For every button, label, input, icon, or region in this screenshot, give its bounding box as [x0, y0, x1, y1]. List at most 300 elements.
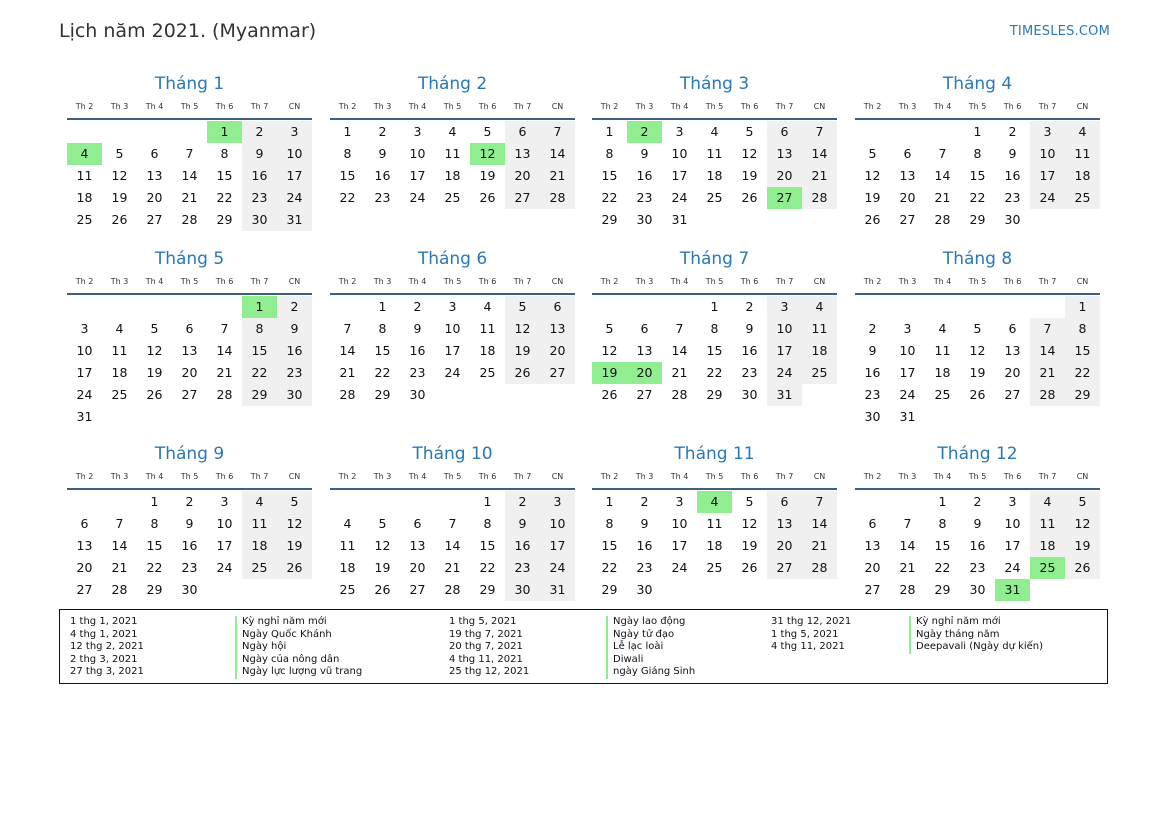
- calendar-day: 26: [277, 557, 312, 579]
- legend-entry: 31 thg 12, 2021: [771, 616, 852, 627]
- page-title: Lịch năm 2021. (Myanmar): [59, 20, 317, 42]
- weekday-label: Th 6: [740, 277, 759, 286]
- weekday-label: Th 7: [513, 102, 532, 111]
- day-empty: [207, 296, 242, 318]
- calendar-day: 11: [1030, 513, 1065, 535]
- legend-entry: Ngày Quốc Khánh: [235, 629, 362, 642]
- calendar-day: 12: [374, 538, 391, 553]
- calendar-day: 20: [864, 560, 881, 575]
- calendar-day: 5: [868, 146, 877, 161]
- calendar-day: 26: [864, 212, 881, 227]
- calendar-day: 8: [378, 321, 387, 336]
- calendar-day: 23: [374, 190, 391, 205]
- calendar-day: 19: [741, 538, 758, 553]
- calendar-day: 22: [969, 190, 986, 205]
- calendar-day: 2: [277, 296, 312, 318]
- weekday-header: [330, 271, 575, 295]
- calendar-day: 22: [706, 365, 723, 380]
- day-empty: [137, 121, 172, 143]
- day-empty: [137, 296, 172, 318]
- calendar-day: 6: [868, 516, 877, 531]
- calendar-day: 23: [505, 557, 540, 579]
- calendar-day: 29: [216, 212, 233, 227]
- calendar-day: 24: [1030, 187, 1065, 209]
- calendar-day: 12: [146, 343, 163, 358]
- calendar-day: 7: [903, 516, 912, 531]
- calendar-day: 27: [409, 582, 426, 597]
- calendar-day: 29: [601, 212, 618, 227]
- calendar-day: 3: [540, 491, 575, 513]
- weekday-label: Th 4: [933, 277, 952, 286]
- brand-link[interactable]: TIMESLES.COM: [1009, 24, 1110, 39]
- holiday-day: 19: [592, 362, 627, 384]
- calendar-day: 7: [115, 516, 124, 531]
- holiday-day: 27: [767, 187, 802, 209]
- calendar-day: 18: [706, 538, 723, 553]
- weekday-label: Th 4: [408, 472, 427, 481]
- calendar-day: 9: [640, 146, 649, 161]
- calendar-day: 2: [640, 494, 649, 509]
- calendar-day: 26: [601, 387, 618, 402]
- calendar-day: 9: [242, 143, 277, 165]
- calendar-day: 10: [1030, 143, 1065, 165]
- calendar-day: 3: [675, 124, 684, 139]
- calendar-day: 7: [802, 121, 837, 143]
- calendar-day: 31: [899, 409, 916, 424]
- day-empty: [400, 491, 435, 513]
- calendar-day: 13: [767, 513, 802, 535]
- calendar-day: 17: [671, 168, 688, 183]
- weekday-header: [855, 96, 1100, 120]
- legend-entry: Ngày lao động: [606, 616, 695, 629]
- calendar-day: 27: [505, 187, 540, 209]
- day-empty: [662, 296, 697, 318]
- weekday-label: Th 2: [600, 102, 619, 111]
- calendar-day: 24: [1004, 560, 1021, 575]
- day-empty: [592, 296, 627, 318]
- calendar-day: 1: [378, 299, 387, 314]
- holiday-day: 1: [242, 296, 277, 318]
- weekday-header: [67, 466, 312, 490]
- calendar-day: 14: [444, 538, 461, 553]
- calendar-day: 10: [76, 343, 93, 358]
- calendar-day: 25: [706, 560, 723, 575]
- weekday-label: CN: [288, 472, 301, 481]
- calendar-day: 8: [150, 516, 159, 531]
- calendar-day: 3: [767, 296, 802, 318]
- calendar-day: 24: [277, 187, 312, 209]
- month-name: Tháng 2: [417, 74, 488, 94]
- calendar-day: 22: [601, 190, 618, 205]
- legend-entry: Kỳ nghỉ năm mới: [909, 616, 1043, 629]
- calendar-day: 30: [864, 409, 881, 424]
- weekday-label: Th 7: [513, 472, 532, 481]
- weekday-label: Th 6: [215, 277, 234, 286]
- calendar-day: 16: [242, 165, 277, 187]
- calendar-day: 13: [1004, 343, 1021, 358]
- day-grid: [855, 296, 1100, 428]
- calendar-day: 18: [444, 168, 461, 183]
- calendar-day: 1: [343, 124, 352, 139]
- legend-names-2: [606, 616, 695, 679]
- weekday-label: Th 7: [775, 472, 794, 481]
- legend-entry: 27 thg 3, 2021: [70, 666, 144, 678]
- calendar-day: 30: [636, 212, 653, 227]
- calendar-day: 2: [378, 124, 387, 139]
- day-grid: [330, 296, 575, 406]
- calendar-day: 6: [767, 121, 802, 143]
- legend-entry: 19 thg 7, 2021: [449, 628, 523, 640]
- calendar-day: 13: [409, 538, 426, 553]
- weekday-label: Th 5: [968, 102, 987, 111]
- month-calendar: [67, 247, 312, 428]
- weekday-label: Th 2: [75, 102, 94, 111]
- calendar-day: 28: [1030, 384, 1065, 406]
- month-calendar: [330, 72, 575, 209]
- day-grid: [592, 296, 837, 406]
- weekday-label: Th 5: [705, 102, 724, 111]
- weekday-header: [67, 96, 312, 120]
- calendar-day: 26: [479, 190, 496, 205]
- calendar-day: 3: [220, 494, 229, 509]
- calendar-day: 23: [864, 387, 881, 402]
- weekday-label: Th 4: [670, 102, 689, 111]
- calendar-day: 31: [277, 209, 312, 231]
- calendar-day: 3: [448, 299, 457, 314]
- calendar-day: 6: [540, 296, 575, 318]
- calendar-day: 19: [479, 168, 496, 183]
- weekday-header: [592, 271, 837, 295]
- weekday-label: Th 2: [600, 472, 619, 481]
- weekday-label: Th 6: [478, 102, 497, 111]
- calendar-day: 4: [1065, 121, 1100, 143]
- calendar-day: 22: [601, 560, 618, 575]
- calendar-day: 28: [339, 387, 356, 402]
- weekday-label: Th 4: [670, 277, 689, 286]
- calendar-day: 29: [242, 384, 277, 406]
- calendar-day: 17: [76, 365, 93, 380]
- weekday-label: Th 3: [635, 277, 654, 286]
- calendar-day: 28: [671, 387, 688, 402]
- weekday-label: Th 6: [478, 472, 497, 481]
- day-empty: [855, 491, 890, 513]
- calendar-day: 17: [1030, 165, 1065, 187]
- weekday-label: Th 7: [250, 472, 269, 481]
- month-name: Tháng 3: [679, 74, 750, 94]
- holiday-legend: [59, 609, 1108, 684]
- calendar-day: 10: [767, 318, 802, 340]
- calendar-day: 7: [540, 121, 575, 143]
- weekday-label: Th 5: [180, 472, 199, 481]
- calendar-day: 5: [505, 296, 540, 318]
- weekday-label: CN: [288, 102, 301, 111]
- calendar-day: 24: [899, 387, 916, 402]
- calendar-day: 20: [505, 165, 540, 187]
- calendar-day: 27: [146, 212, 163, 227]
- calendar-day: 17: [899, 365, 916, 380]
- calendar-day: 10: [216, 516, 233, 531]
- calendar-day: 25: [242, 557, 277, 579]
- calendar-day: 4: [448, 124, 457, 139]
- month-calendar: [330, 247, 575, 406]
- weekday-label: Th 6: [1003, 472, 1022, 481]
- calendar-day: 4: [710, 124, 719, 139]
- holiday-day: 2: [627, 121, 662, 143]
- calendar-day: 28: [934, 212, 951, 227]
- holiday-day: 1: [207, 121, 242, 143]
- calendar-day: 7: [675, 321, 684, 336]
- calendar-day: 10: [540, 513, 575, 535]
- calendar-day: 21: [899, 560, 916, 575]
- calendar-day: 27: [899, 212, 916, 227]
- calendar-day: 12: [277, 513, 312, 535]
- calendar-day: 27: [76, 582, 93, 597]
- calendar-day: 3: [277, 121, 312, 143]
- calendar-day: 8: [605, 516, 614, 531]
- calendar-day: 28: [802, 187, 837, 209]
- weekday-label: Th 4: [145, 277, 164, 286]
- calendar-day: 15: [1065, 340, 1100, 362]
- calendar-day: 8: [605, 146, 614, 161]
- weekday-label: CN: [813, 102, 826, 111]
- month-calendar: [592, 442, 837, 601]
- calendar-day: 8: [1065, 318, 1100, 340]
- weekday-label: Th 4: [145, 472, 164, 481]
- month-name: Tháng 8: [942, 249, 1013, 269]
- calendar-day: 18: [802, 340, 837, 362]
- calendar-day: 13: [636, 343, 653, 358]
- calendar-day: 26: [1065, 557, 1100, 579]
- month-calendar: [67, 72, 312, 231]
- calendar-day: 29: [146, 582, 163, 597]
- calendar-day: 15: [339, 168, 356, 183]
- calendar-day: 4: [343, 516, 352, 531]
- calendar-day: 14: [899, 538, 916, 553]
- calendar-day: 8: [973, 146, 982, 161]
- legend-entry: Lễ lạc loài: [606, 641, 695, 654]
- month-name: Tháng 9: [154, 444, 225, 464]
- calendar-day: 20: [146, 190, 163, 205]
- calendar-day: 26: [741, 190, 758, 205]
- calendar-day: 11: [934, 343, 951, 358]
- calendar-day: 16: [374, 168, 391, 183]
- weekday-label: Th 7: [513, 277, 532, 286]
- calendar-day: 11: [706, 516, 723, 531]
- calendar-day: 8: [938, 516, 947, 531]
- calendar-day: 2: [868, 321, 877, 336]
- weekday-label: Th 3: [635, 102, 654, 111]
- weekday-label: Th 7: [775, 277, 794, 286]
- calendar-day: 24: [671, 560, 688, 575]
- calendar-day: 5: [973, 321, 982, 336]
- weekday-label: Th 4: [145, 102, 164, 111]
- weekday-header: [330, 466, 575, 490]
- calendar-day: 9: [378, 146, 387, 161]
- calendar-day: 7: [448, 516, 457, 531]
- weekday-label: Th 3: [373, 277, 392, 286]
- day-empty: [67, 121, 102, 143]
- weekday-header: [330, 96, 575, 120]
- day-grid: [855, 491, 1100, 601]
- calendar-day: 2: [505, 491, 540, 513]
- calendar-day: 21: [216, 365, 233, 380]
- calendar-day: 8: [483, 516, 492, 531]
- calendar-day: 21: [934, 190, 951, 205]
- calendar-day: 23: [636, 190, 653, 205]
- month-name: Tháng 7: [679, 249, 750, 269]
- calendar-day: 30: [505, 579, 540, 601]
- weekday-label: Th 6: [740, 102, 759, 111]
- calendar-day: 30: [636, 582, 653, 597]
- calendar-day: 29: [601, 582, 618, 597]
- calendar-day: 19: [1065, 535, 1100, 557]
- legend-entry: Ngày hội: [235, 641, 362, 654]
- weekday-label: Th 3: [898, 277, 917, 286]
- calendar-day: 23: [969, 560, 986, 575]
- weekday-label: Th 3: [898, 472, 917, 481]
- day-grid: [330, 121, 575, 209]
- legend-entry: 12 thg 2, 2021: [70, 641, 144, 653]
- calendar-day: 6: [767, 491, 802, 513]
- calendar-day: 20: [76, 560, 93, 575]
- calendar-day: 18: [1030, 535, 1065, 557]
- calendar-day: 25: [76, 212, 93, 227]
- legend-entry: Ngày của nông dân: [235, 654, 362, 667]
- calendar-day: 1: [150, 494, 159, 509]
- calendar-day: 21: [802, 535, 837, 557]
- calendar-day: 2: [745, 299, 754, 314]
- calendar-day: 19: [111, 190, 128, 205]
- day-empty: [67, 491, 102, 513]
- legend-entry: 1 thg 5, 2021: [771, 628, 839, 640]
- day-empty: [627, 296, 662, 318]
- calendar-day: 10: [1004, 516, 1021, 531]
- weekday-label: Th 6: [740, 472, 759, 481]
- calendar-day: 30: [181, 582, 198, 597]
- calendar-day: 20: [409, 560, 426, 575]
- calendar-day: 10: [671, 146, 688, 161]
- calendar-day: 9: [973, 516, 982, 531]
- calendar-day: 9: [745, 321, 754, 336]
- legend-entry: 1 thg 1, 2021: [70, 616, 138, 627]
- calendar-day: 23: [636, 560, 653, 575]
- calendar-day: 26: [374, 582, 391, 597]
- calendar-day: 26: [969, 387, 986, 402]
- day-grid: [592, 121, 837, 231]
- calendar-day: 20: [1004, 365, 1021, 380]
- calendar-day: 21: [540, 165, 575, 187]
- calendar-day: 12: [111, 168, 128, 183]
- calendar-day: 9: [413, 321, 422, 336]
- calendar-day: 31: [76, 409, 93, 424]
- calendar-day: 11: [479, 321, 496, 336]
- calendar-day: 11: [444, 146, 461, 161]
- calendar-day: 3: [80, 321, 89, 336]
- legend-entry: Kỳ nghỉ năm mới: [235, 616, 362, 629]
- month-name: Tháng 4: [942, 74, 1013, 94]
- calendar-day: 11: [802, 318, 837, 340]
- weekday-label: Th 2: [863, 472, 882, 481]
- calendar-day: 14: [802, 143, 837, 165]
- month-calendar: [592, 247, 837, 406]
- calendar-day: 14: [540, 143, 575, 165]
- calendar-day: 10: [444, 321, 461, 336]
- calendar-day: 6: [903, 146, 912, 161]
- legend-entry: 20 thg 7, 2021: [449, 641, 523, 653]
- calendar-day: 20: [767, 165, 802, 187]
- weekday-label: CN: [813, 277, 826, 286]
- calendar-day: 5: [745, 124, 754, 139]
- calendar-day: 1: [1065, 296, 1100, 318]
- day-grid: [855, 121, 1100, 231]
- calendar-day: 5: [150, 321, 159, 336]
- weekday-label: Th 5: [180, 102, 199, 111]
- calendar-day: 28: [216, 387, 233, 402]
- weekday-label: Th 4: [670, 472, 689, 481]
- calendar-day: 25: [479, 365, 496, 380]
- calendar-day: 14: [802, 513, 837, 535]
- legend-entry: 2 thg 3, 2021: [70, 653, 138, 665]
- calendar-day: 10: [899, 343, 916, 358]
- weekday-label: Th 3: [373, 472, 392, 481]
- calendar-day: 6: [1008, 321, 1017, 336]
- weekday-header: [67, 271, 312, 295]
- weekday-header: [855, 271, 1100, 295]
- calendar-day: 19: [277, 535, 312, 557]
- calendar-day: 21: [1030, 362, 1065, 384]
- calendar-day: 28: [899, 582, 916, 597]
- legend-entry: Ngày tử đạo: [606, 629, 695, 642]
- calendar-day: 7: [1030, 318, 1065, 340]
- calendar-day: 22: [146, 560, 163, 575]
- calendar-day: 14: [181, 168, 198, 183]
- calendar-day: 15: [969, 168, 986, 183]
- calendar-day: 26: [741, 560, 758, 575]
- calendar-day: 5: [277, 491, 312, 513]
- calendar-day: 21: [339, 365, 356, 380]
- calendar-day: 8: [220, 146, 229, 161]
- weekday-label: Th 5: [443, 102, 462, 111]
- calendar-day: 11: [1065, 143, 1100, 165]
- day-empty: [1030, 296, 1065, 318]
- calendar-day: 18: [706, 168, 723, 183]
- calendar-day: 30: [277, 384, 312, 406]
- legend-names-3: [909, 616, 1043, 654]
- calendar-day: 27: [767, 557, 802, 579]
- calendar-day: 22: [216, 190, 233, 205]
- calendar-day: 23: [181, 560, 198, 575]
- month-calendar: [855, 442, 1100, 601]
- calendar-day: 27: [864, 582, 881, 597]
- calendar-day: 5: [115, 146, 124, 161]
- calendar-day: 19: [146, 365, 163, 380]
- calendar-day: 19: [741, 168, 758, 183]
- calendar-day: 9: [505, 513, 540, 535]
- calendar-day: 11: [111, 343, 128, 358]
- month-name: Tháng 12: [937, 444, 1018, 464]
- weekday-label: Th 3: [110, 277, 129, 286]
- calendar-day: 23: [741, 365, 758, 380]
- calendar-day: 1: [973, 124, 982, 139]
- legend-dates-2: [449, 616, 529, 679]
- calendar-day: 13: [76, 538, 93, 553]
- calendar-day: 5: [378, 516, 387, 531]
- calendar-day: 22: [1065, 362, 1100, 384]
- weekday-label: CN: [1076, 277, 1089, 286]
- weekday-header: [592, 466, 837, 490]
- calendar-day: 14: [339, 343, 356, 358]
- calendar-day: 5: [745, 494, 754, 509]
